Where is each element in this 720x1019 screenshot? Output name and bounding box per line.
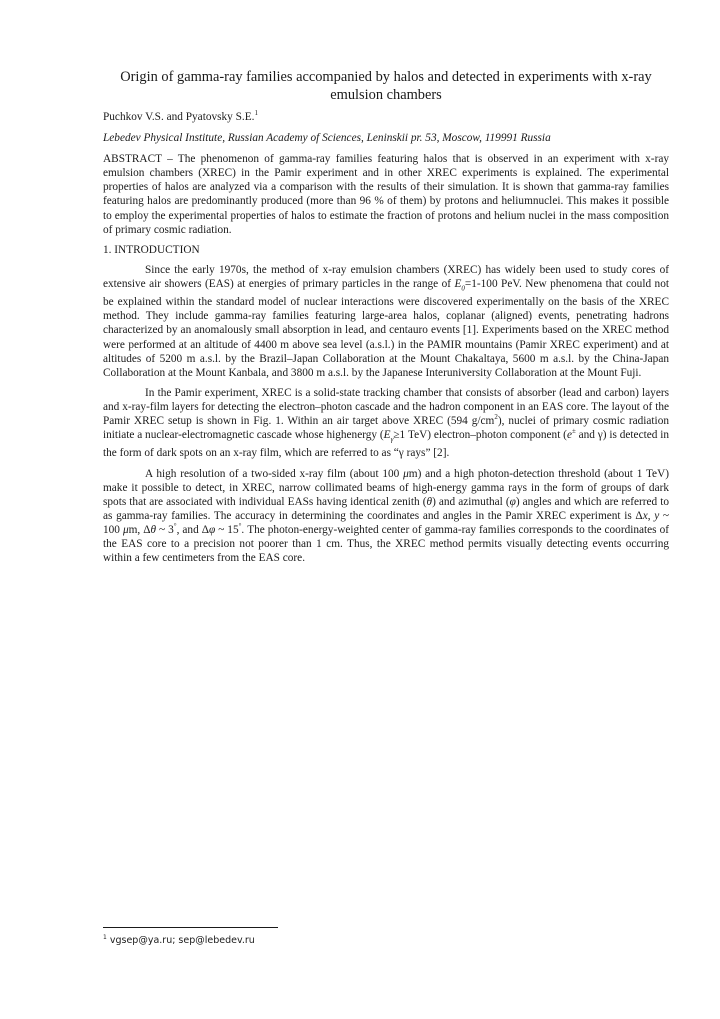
section-heading: 1. INTRODUCTION	[103, 243, 200, 256]
paper-body	[103, 68, 669, 571]
footnote-text: vgsep@ya.ru; sep@lebedev.ru	[106, 935, 255, 946]
p3-text-k: . The photon-energy-weighted center of gamma-ray families corresponds to the coordinates of the EAS core to a precision not poorer than 1 cm. Thus, the XREC method permits visually detecting events occurring within a few centimeters from the EAS core.	[103, 523, 669, 565]
p2-egamma-subscript: γ	[390, 435, 394, 444]
p3-text-f: ~ 100	[103, 509, 670, 536]
p3-text-j: ~ 15	[215, 523, 239, 536]
footnote-rule	[103, 927, 278, 928]
p2-text-a: In the Pamir experiment, XREC is a solid-state tracking chamber that consists of absorber (lead and carbon) layers and x-ray-film layers for detecting the electron–photon cascade and the hadron component in an EAS core. The layout of the Pamir XREC setup is shown in Fig. 1. Within an air target above XREC (594 g/cm	[103, 386, 669, 428]
paper-title: Origin of gamma-ray families accompanied by halos and detected in experiments with x-ray emulsion chambers	[120, 69, 652, 103]
p1-e0-symbol: E	[454, 277, 462, 290]
p1-text-a: Since the early 1970s, the method of x-ray emulsion chambers (XREC) has widely been used to study cores of extensive air showers (EAS) at energies of primary particles in the range of	[103, 263, 669, 290]
footnote-mark: 1	[103, 933, 107, 941]
p2-text-b: ), nuclei of primary cosmic radiation initiate a nuclear-electromagnetic cascade whose highenergy (	[103, 415, 669, 442]
p3-text-g: m, Δ	[128, 523, 151, 536]
p2-epm-superscript: ±	[571, 427, 576, 436]
p3-text-d: ) angles and which are referred to as gamma-ray families. The accuracy in determining the coordinates and angles in the Pamir XREC experiment is Δ	[103, 495, 669, 522]
p2-superscript-2: 2	[494, 413, 498, 422]
p3-y-symbol: y	[654, 509, 660, 522]
p3-text-a: A high resolution of a two-sided x-ray film (about 100	[145, 467, 404, 480]
p3-phi-1: φ	[509, 495, 516, 508]
p3-text-h: ~ 3	[156, 523, 174, 536]
p3-degree-2: °	[238, 522, 242, 531]
p2-text-d: and γ) is detected in the form of dark spots on an x-ray film, which are referred to as “γ rays” [2].	[103, 429, 670, 460]
author-footnote-mark: 1	[254, 109, 258, 118]
p3-text-e: ,	[647, 509, 655, 522]
p3-mu-2: μ	[122, 523, 129, 536]
p3-theta-1: θ	[426, 495, 433, 508]
p2-epm-symbol: e	[566, 429, 572, 442]
p1-text-b: =1-100 PeV. New phenomena that could not be explained within the standard model of nuclear interactions were discovered experimentally on the basis of the XREC method. They include gamma-ray families featuring large-area halos, coplanar (aligned) events, penetrating hadrons characterized by an anomalously small absorption in lead, and centauro events [1]. Experiments based on the XREC method were performed at an altitude of 4400 m above sea level (a.s.l.) in the PAMIR mountains (Pamir XREC experiment) and at altitudes of 5200 m a.s.l. by the Brazil–Japan Collaboration at the Mount Chakaltaya, 5600 m a.s.l. by the China-Japan Collaboration at the Mount Kanbala, and 3800 m a.s.l. by the Japanese Interuniversity Collaboration at the Mount Fuji.	[103, 277, 669, 379]
p3-text-i: , and Δ	[176, 523, 209, 536]
affiliation: Lebedev Physical Institute, Russian Academy of Sciences, Leninskii pr. 53, Moscow, 119991 Russia	[103, 132, 551, 145]
paragraph-2	[103, 386, 669, 461]
author-line	[103, 110, 669, 124]
paragraph-1	[103, 263, 669, 380]
p3-degree-1: °	[173, 522, 177, 531]
p2-egamma-symbol: E	[383, 429, 391, 442]
p3-text-b: m) and a high photon-detection threshold (about 1 TeV) make it possible to detect, in XREC, narrow collimated beams of high-energy gamma rays in the form of groups of dark spots that are associated with individual EASs having identical zenith (	[103, 467, 669, 508]
abstract: ABSTRACT – The phenomenon of gamma-ray families featuring halos that is observed in an experiment with x-ray emulsion chambers (XREC) in the Pamir experiment and in other XREC experiments is explained. The experimental properties of halos are analyzed via a comparison with the results of their simulation. It is shown that gamma-ray families featuring halos are predominantly produced (more than 96 % of them) by protons and heliumnuclei. This makes it possible to employ the experimental properties of halos to estimate the fraction of protons and helium nuclei in the mass composition of primary cosmic radiation.	[103, 153, 669, 236]
footnote	[103, 935, 503, 947]
p3-mu-1: μ	[403, 467, 409, 480]
p3-x-symbol: x	[642, 509, 648, 522]
p1-e0-subscript: 0	[461, 284, 465, 293]
p3-theta-2: θ	[150, 523, 157, 536]
p3-text-c: ) and azimuthal (	[432, 495, 510, 508]
p2-text-c: ≥1 TeV) electron–photon component (	[393, 429, 567, 442]
authors: Puchkov V.S. and Pyatovsky S.E.	[103, 111, 255, 123]
p3-phi-2: φ	[208, 523, 216, 536]
paragraph-3	[103, 467, 669, 566]
